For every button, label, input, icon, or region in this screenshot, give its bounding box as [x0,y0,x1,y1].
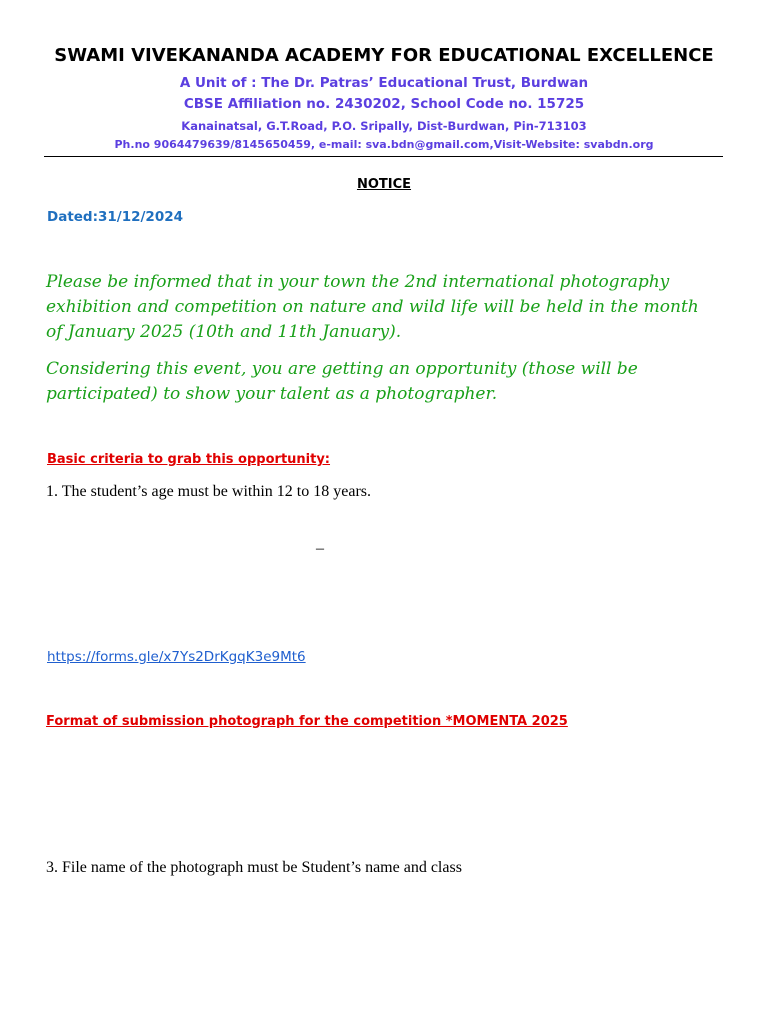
header-divider [44,156,723,157]
school-name: SWAMI VIVEKANANDA ACADEMY FOR EDUCATIONAL EXCELLENCE [54,45,714,66]
announcement-line: of January 2025 (10th and 11th January). [46,322,402,342]
criteria-item-file-name: 3. File name of the photograph must be Student’s name and class [46,859,462,876]
announcement-line: exhibition and competition on nature and wild life will be held in the month [46,297,699,317]
address-line: Kanainatsal, G.T.Road, P.O. Sripally, Dist-Burdwan, Pin-713103 [181,119,587,133]
registration-form-link[interactable]: https://forms.gle/x7Ys2DrKgqK3e9Mt6 [47,649,306,665]
affiliation-line: CBSE Affiliation no. 2430202, School Code no. 15725 [183,96,585,112]
contact-line: Ph.no 9064479639/8145650459, e-mail: sva.bdn@gmail.com,Visit-Website: svabdn.org [114,138,654,151]
opportunity-paragraph [46,357,638,407]
criteria-item-age: 1. The student’s age must be within 12 to 18 years. [46,483,371,500]
notice-date: Dated:31/12/2024 [47,209,183,225]
opportunity-line: Considering this event, you are getting an opportunity (those will be [46,359,638,379]
announcement-line: Please be informed that in your town the 2nd international photography [46,272,670,292]
criteria-heading: Basic criteria to grab this opportunity: [47,452,331,467]
opportunity-line: participated) to show your talent as a photographer. [46,384,498,404]
notice-heading: NOTICE [356,177,412,192]
trust-unit-line: A Unit of : The Dr. Patras’ Educational Trust, Burdwan [179,75,589,91]
announcement-paragraph [46,270,699,345]
dash-mark: – [316,540,324,557]
submission-format-heading: Format of submission photograph for the competition *MOMENTA 2025 [46,714,568,729]
